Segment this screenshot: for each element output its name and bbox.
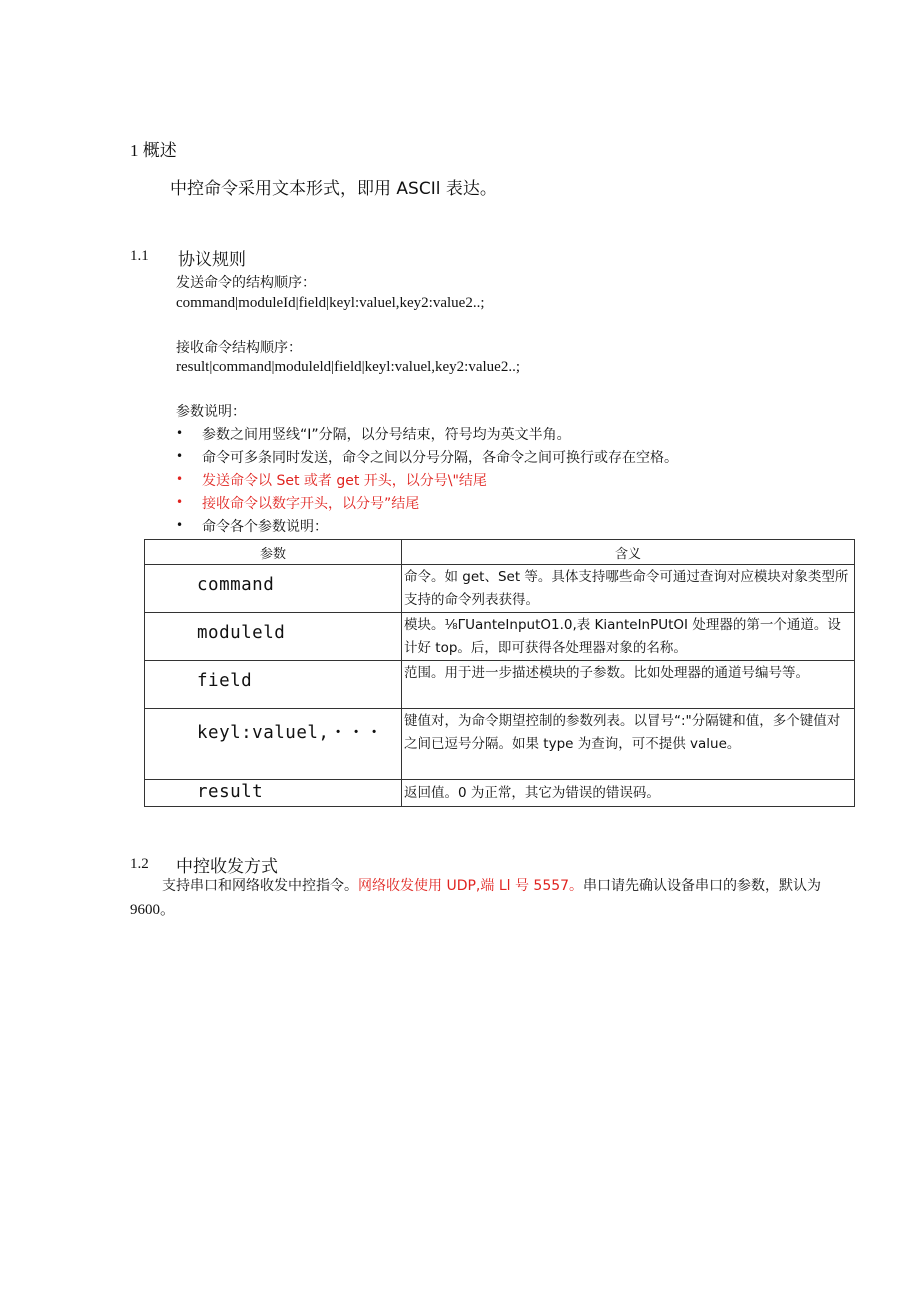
param-desc: 返回值。0 为正常，其它为错误的错误码。	[402, 780, 855, 807]
param-desc: 键值对，为命令期望控制的参数列表。以冒号“:"分隔键和值，多个键值对之间已逗号分隔。如果 type 为查询，可不提供 value。	[402, 709, 855, 780]
bullet-item-highlight: 接收命令以数字开头，以分号”结尾	[202, 496, 420, 512]
section-1-1-number: 1.1	[130, 248, 149, 264]
bullet-item: 参数之间用竖线“I”分隔，以分号结束，符号均为英文半角。	[202, 427, 571, 443]
send-order-label: 发送命令的结构顺序：	[176, 275, 316, 291]
header-meaning: 含义	[402, 540, 855, 565]
param-desc: 模块。⅛ΓUanteInputO1.0,表 KianteInPUtOI 处理器的第一个通道。设计好 top。后，即可获得各处理器对象的名称。	[402, 613, 855, 661]
bullet-icon: •	[176, 426, 184, 440]
section-1-2-paragraph-line2: 9600。	[130, 902, 176, 918]
table-row	[145, 565, 855, 613]
receive-format: result|command|moduleld|field|keyl:valuel,key2:value2..;	[176, 359, 521, 375]
receive-order-label: 接收命令结构顺序：	[176, 340, 302, 356]
bullet-icon: •	[176, 495, 184, 509]
para-text: 支持串口和网络收发中控指令。	[162, 878, 358, 894]
bullet-item: 命令可多条同时发送，命令之间以分号分隔，各命令之间可换行或存在空格。	[202, 450, 678, 466]
param-name: result	[145, 780, 402, 807]
section-1-1-title: 协议规则	[178, 250, 246, 270]
table-row	[145, 780, 855, 807]
section-1-2-title: 中控收发方式	[176, 857, 278, 877]
table-row	[145, 613, 855, 661]
send-format: command|moduleId|field|keyl:valuel,key2:value2..;	[176, 295, 485, 311]
bullet-icon: •	[176, 472, 184, 486]
para-highlight: 网络收发使用 UDP,端 Ll 号 5557。	[358, 878, 584, 894]
param-name: keyl:valuel,・・・	[145, 709, 402, 780]
table-row	[145, 709, 855, 780]
table-row	[145, 661, 855, 709]
parameter-table	[144, 539, 855, 807]
table-header-row	[145, 540, 855, 565]
header-param: 参数	[145, 540, 402, 565]
param-name: moduleld	[145, 613, 402, 661]
section-1-2-number: 1.2	[130, 856, 149, 872]
para-text: 串口请先确认设备串口的参数，默认为	[583, 878, 822, 894]
bullet-item: 命令各个参数说明：	[202, 519, 328, 535]
param-name: command	[145, 565, 402, 613]
param-name: field	[145, 661, 402, 709]
section-1-2-paragraph	[162, 874, 821, 898]
param-desc: 范围。用于进一步描述模块的子参数。比如处理器的通道号编号等。	[402, 661, 855, 709]
section-1-heading: 1 概述	[130, 141, 177, 160]
param-desc: 命令。如 get、Set 等。具体支持哪些命令可通过查询对应模块对象类型所支持的命令列表获得。	[402, 565, 855, 613]
bullet-item-highlight: 发送命令以 Set 或者 get 开头，以分号\"结尾	[202, 473, 487, 489]
section-1-intro: 中控命令采用文本形式，即用 ASCIl 表达。	[170, 179, 497, 199]
bullet-icon: •	[176, 518, 184, 532]
params-label: 参数说明：	[176, 404, 246, 420]
bullet-icon: •	[176, 449, 184, 463]
